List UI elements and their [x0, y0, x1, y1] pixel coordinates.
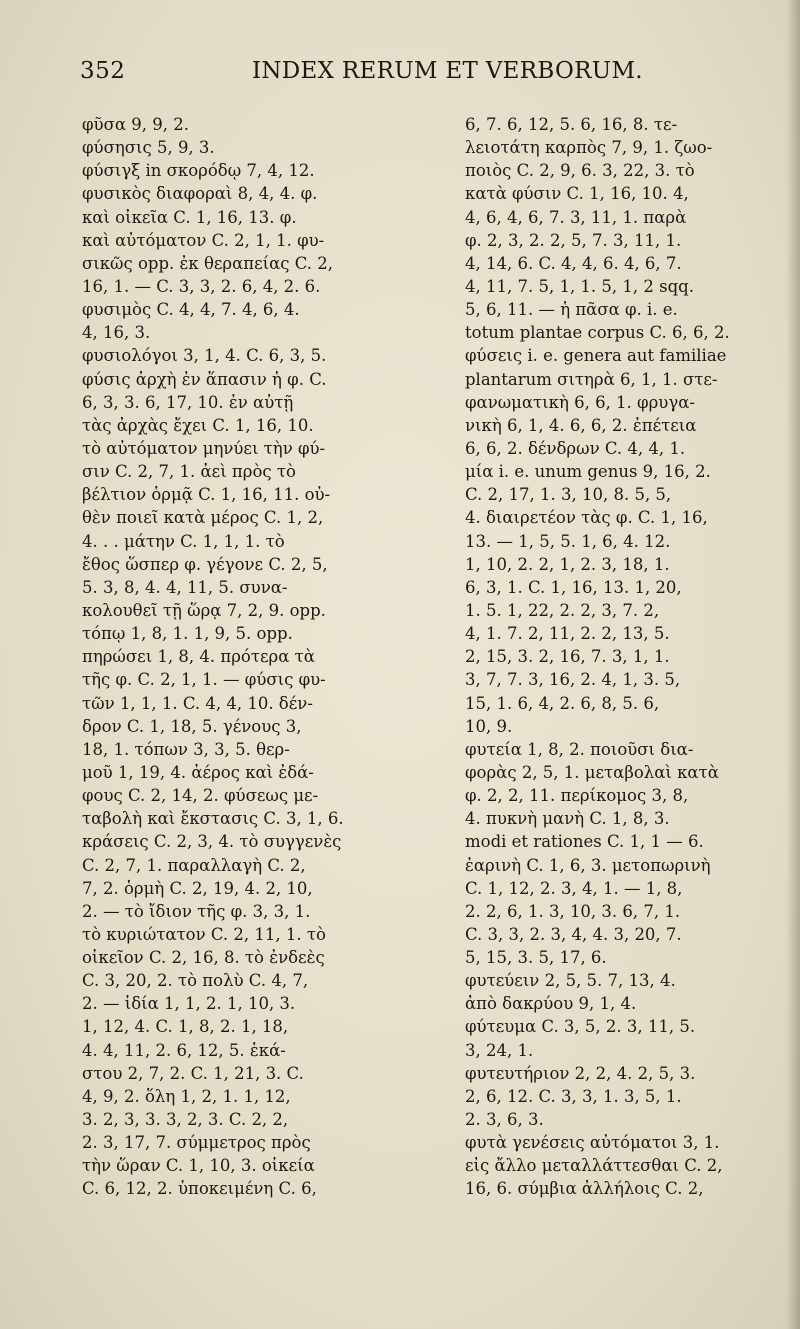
index-line: 4, 14, 6. C. 4, 4, 6. 4, 6, 7. — [465, 253, 682, 273]
index-line: 2. — ἰδία 1, 1, 2. 1, 10, 3. — [82, 994, 296, 1014]
index-line: μία i. e. unum genus 9, 16, 2. — [465, 462, 711, 482]
index-line: φυτεία 1, 8, 2. ποιοῦσι δια- — [465, 739, 694, 759]
index-line: ποιὸς C. 2, 9, 6. 3, 22, 3. τὸ — [465, 161, 695, 181]
index-line: σιν C. 2, 7, 1. ἀεὶ πρὸς τὸ — [82, 462, 296, 482]
index-line: 3, 7, 7. 3, 16, 2. 4, 1, 3. 5, — [465, 670, 681, 690]
index-line: φ. 2, 2, 11. περίκομος 3, 8, — [465, 786, 689, 806]
index-line: φύτευμα C. 3, 5, 2. 3, 11, 5. — [465, 1017, 696, 1037]
index-line: 2, 6, 12. C. 3, 3, 1. 3, 5, 1. — [465, 1086, 682, 1106]
index-line: 4, 9, 2. ὅλη 1, 2, 1. 1, 12, — [82, 1086, 291, 1106]
index-line: τὸ αὐτόματον μηνύει τὴν φύ- — [82, 438, 326, 458]
index-line: τὸ κυριώτατον C. 2, 11, 1. τὸ — [82, 924, 326, 944]
index-line: βέλτιον ὁρμᾷ C. 1, 16, 11. οὐ- — [82, 485, 331, 505]
page-header — [80, 58, 780, 90]
index-line: καὶ αὐτόματον C. 2, 1, 1. φυ- — [82, 230, 325, 250]
index-line: κράσεις C. 2, 3, 4. τὸ συγγενὲς — [82, 832, 342, 852]
index-column-right — [465, 113, 790, 1201]
index-line: 2. — τὸ ἴδιον τῆς φ. 3, 3, 1. — [82, 901, 311, 921]
index-line: ταβολὴ καὶ ἔκστασις C. 3, 1, 6. — [82, 809, 344, 829]
page-number: 352 — [80, 58, 126, 84]
index-line: 2. 3, 6, 3. — [465, 1110, 544, 1130]
index-line: φυσιμὸς C. 4, 4, 7. 4, 6, 4. — [82, 300, 300, 320]
index-line: modi et rationes C. 1, 1 — 6. — [465, 832, 704, 852]
index-line: μοῦ 1, 19, 4. ἀέρος καὶ ἐδά- — [82, 762, 314, 782]
index-line: 16, 6. σύμβια ἀλλήλοις C. 2, — [465, 1179, 704, 1199]
index-line: 4. πυκνὴ μανὴ C. 1, 8, 3. — [465, 809, 670, 829]
index-line: 6, 3, 1. C. 1, 16, 13. 1, 20, — [465, 577, 682, 597]
index-line: φυτευτήριον 2, 2, 4. 2, 5, 3. — [465, 1063, 696, 1083]
index-line: 4. διαιρετέον τὰς φ. C. 1, 16, — [465, 508, 708, 528]
index-line: C. 2, 7, 1. παραλλαγὴ C. 2, — [82, 855, 306, 875]
index-line: 5, 15, 3. 5, 17, 6. — [465, 948, 607, 968]
index-line: τῆς φ. C. 2, 1, 1. — φύσις φυ- — [82, 670, 326, 690]
index-line: κατὰ φύσιν C. 1, 16, 10. 4, — [465, 184, 689, 204]
index-line: καὶ οἰκεῖα C. 1, 16, 13. φ. — [82, 207, 297, 227]
index-line: φ. 2, 3, 2. 2, 5, 7. 3, 11, 1. — [465, 230, 682, 250]
index-line: 4. . . μάτην C. 1, 1, 1. τὸ — [82, 531, 285, 551]
index-line: οἰκεῖον C. 2, 16, 8. τὸ ἐνδεὲς — [82, 948, 325, 968]
index-line: 4. 4, 11, 2. 6, 12, 5. ἑκά- — [82, 1040, 286, 1060]
index-line: 3. 2, 3, 3. 3, 2, 3. C. 2, 2, — [82, 1110, 289, 1130]
index-line: plantarum σιτηρὰ 6, 1, 1. στε- — [465, 369, 718, 389]
index-line: σικῶς opp. ἐκ θεραπείας C. 2, — [82, 253, 334, 273]
index-line: νικὴ 6, 1, 4. 6, 6, 2. ἐπέτεια — [465, 415, 697, 435]
index-line: φανωματικὴ 6, 6, 1. φρυγα- — [465, 392, 695, 412]
index-line: 2. 2, 6, 1. 3, 10, 3. 6, 7, 1. — [465, 901, 681, 921]
index-line: δρον C. 1, 18, 5. γένους 3, — [82, 716, 302, 736]
running-title: INDEX RERUM ET VERBORUM. — [252, 58, 643, 84]
index-line: φύσεις i. e. genera aut familiae — [465, 346, 727, 366]
index-line: ἐαρινὴ C. 1, 6, 3. μετοπωρινὴ — [465, 855, 711, 875]
index-line: τὴν ὥραν C. 1, 10, 3. οἰκεία — [82, 1156, 315, 1176]
index-line: φορὰς 2, 5, 1. μεταβολαὶ κατὰ — [465, 762, 719, 782]
index-line: 4, 6, 4, 6, 7. 3, 11, 1. παρὰ — [465, 207, 687, 227]
index-line: 5. 3, 8, 4. 4, 11, 5. συνα- — [82, 577, 288, 597]
index-line: 6, 6, 2. δένδρων C. 4, 4, 1. — [465, 438, 686, 458]
index-line: φῦσα 9, 9, 2. — [82, 115, 189, 134]
index-line: 1, 12, 4. C. 1, 8, 2. 1, 18, — [82, 1017, 289, 1037]
index-line: θὲν ποιεῖ κατὰ μέρος C. 1, 2, — [82, 508, 324, 528]
index-line: εἰς ἄλλο μεταλλάττεσθαι C. 2, — [465, 1156, 723, 1176]
index-line: 2, 15, 3. 2, 16, 7. 3, 1, 1. — [465, 647, 670, 667]
index-line: κολουθεῖ τῇ ὥρᾳ 7, 2, 9. opp. — [82, 600, 326, 620]
index-line: 2. 3, 17, 7. σύμμετρος πρὸς — [82, 1133, 311, 1153]
index-line: πηρώσει 1, 8, 4. πρότερα τὰ — [82, 647, 315, 667]
index-line: 13. — 1, 5, 5. 1, 6, 4. 12. — [465, 531, 671, 551]
index-line: 15, 1. 6, 4, 2. 6, 8, 5. 6, — [465, 693, 660, 713]
index-line: 3, 24, 1. — [465, 1040, 534, 1060]
index-line: 5, 6, 11. — ἡ πᾶσα φ. i. e. — [465, 300, 678, 320]
index-line: 1. 5. 1, 22, 2. 2, 3, 7. 2, — [465, 600, 660, 620]
index-line: C. 6, 12, 2. ὑποκειμένη C. 6, — [82, 1179, 317, 1199]
index-line: C. 3, 20, 2. τὸ πολὺ C. 4, 7, — [82, 971, 309, 991]
index-column-left — [82, 113, 454, 1201]
index-line: τόπῳ 1, 8, 1. 1, 9, 5. opp. — [82, 624, 293, 644]
index-line: 7, 2. ὁρμὴ C. 2, 19, 4. 2, 10, — [82, 878, 313, 898]
index-line: 16, 1. — C. 3, 3, 2. 6, 4, 2. 6. — [82, 276, 321, 296]
index-line: ἔθος ὥσπερ φ. γέγονε C. 2, 5, — [82, 554, 328, 574]
index-line: φύσιγξ in σκορόδῳ 7, 4, 12. — [82, 161, 315, 181]
index-line: φυσιολόγοι 3, 1, 4. C. 6, 3, 5. — [82, 346, 327, 366]
index-line: 4, 1. 7. 2, 11, 2. 2, 13, 5. — [465, 624, 670, 644]
index-line: ἀπὸ δακρύου 9, 1, 4. — [465, 994, 637, 1014]
index-line: στου 2, 7, 2. C. 1, 21, 3. C. — [82, 1063, 304, 1083]
index-line: φους C. 2, 14, 2. φύσεως με- — [82, 786, 319, 806]
index-line: 10, 9. — [465, 716, 513, 736]
index-line: 4, 16, 3. — [82, 323, 151, 343]
page-edge-shadow — [786, 0, 800, 1329]
index-line: 6, 3, 3. 6, 17, 10. ἐν αὐτῇ — [82, 392, 294, 412]
index-line: φυτεύειν 2, 5, 5. 7, 13, 4. — [465, 971, 676, 991]
index-line: 4, 11, 7. 5, 1, 1. 5, 1, 2 sqq. — [465, 276, 694, 296]
index-line: φυσικὸς διαφοραὶ 8, 4, 4. φ. — [82, 184, 318, 204]
index-line: totum plantae corpus C. 6, 6, 2. — [465, 323, 730, 343]
index-line: C. 1, 12, 2. 3, 4, 1. — 1, 8, — [465, 878, 683, 898]
index-line: 1, 10, 2. 2, 1, 2. 3, 18, 1. — [465, 554, 670, 574]
index-line: φύσησις 5, 9, 3. — [82, 138, 215, 158]
index-line: φυτὰ γενέσεις αὐτόματοι 3, 1. — [465, 1133, 720, 1153]
index-line: λειοτάτη καρπὸς 7, 9, 1. ζωο- — [465, 138, 713, 158]
index-line: φύσις ἀρχὴ ἐν ἅπασιν ἡ φ. C. — [82, 369, 327, 389]
index-line: 6, 7. 6, 12, 5. 6, 16, 8. τε- — [465, 115, 678, 134]
index-line: C. 2, 17, 1. 3, 10, 8. 5, 5, — [465, 485, 672, 505]
index-line: τῶν 1, 1, 1. C. 4, 4, 10. δέν- — [82, 693, 313, 713]
index-line: τὰς ἀρχὰς ἔχει C. 1, 16, 10. — [82, 415, 314, 435]
index-line: C. 3, 3, 2. 3, 4, 4. 3, 20, 7. — [465, 924, 682, 944]
index-line: 18, 1. τόπων 3, 3, 5. θερ- — [82, 739, 290, 759]
